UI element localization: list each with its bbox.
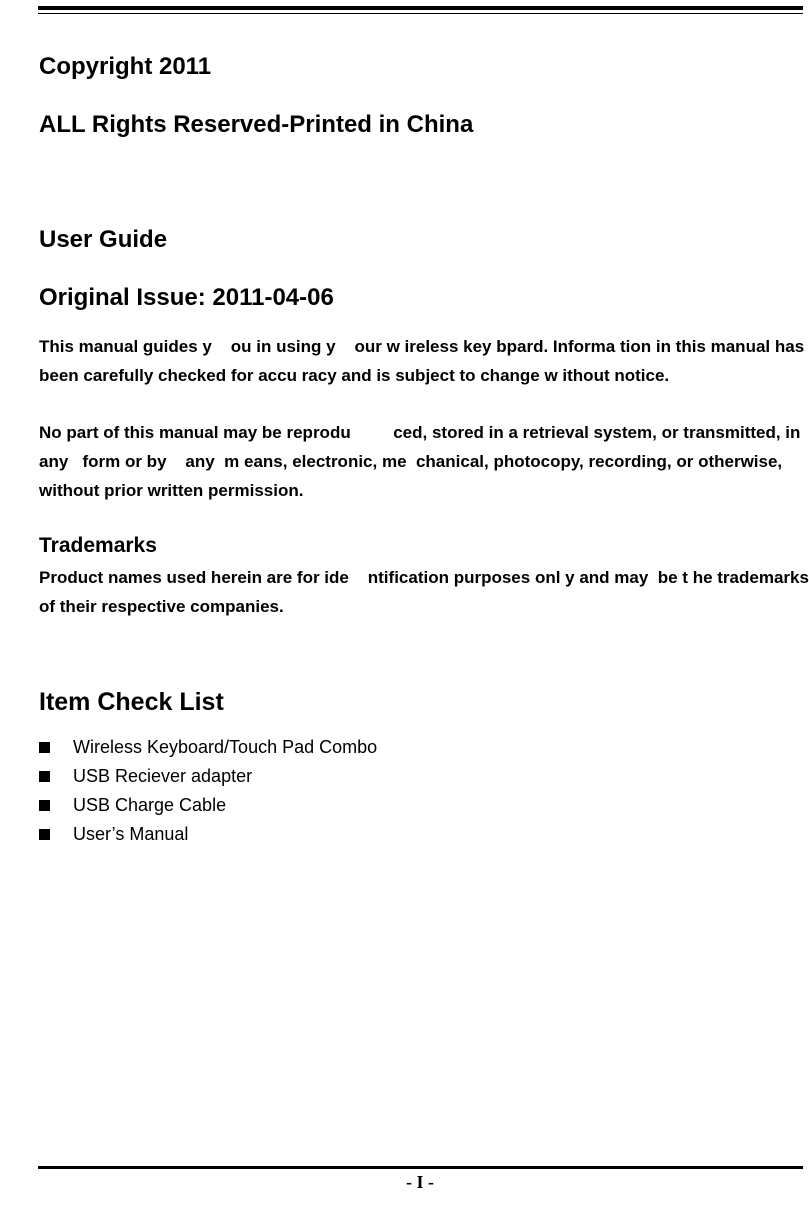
list-item [39,820,377,849]
list-item [39,791,377,820]
rights-heading: ALL Rights Reserved-Printed in China [39,111,474,138]
user-guide-title: User Guide [39,226,168,253]
top-rule-thin [38,13,803,14]
list-item-label: User’s Manual [73,824,189,844]
trademarks-paragraph: Product names used herein are for ide ntification purposes onl y and may be t he trademarks of their respective companies. [39,568,809,616]
bottom-rule [38,1166,803,1169]
list-item-label: Wireless Keyboard/Touch Pad Combo [73,737,378,757]
list-item-label: USB Reciever adapter [73,766,253,786]
square-bullet-icon [39,742,50,753]
square-bullet-icon [39,829,50,840]
square-bullet-icon [39,800,50,811]
reproduction-notice-paragraph: No part of this manual may be reprodu ced, stored in a retrieval system, or transmitted, in any form or by any m eans, electronic, me chanical, photocopy, recording, or otherwise, without prior written permission. [39,423,806,500]
square-bullet-icon [39,771,50,782]
trademarks-heading: Trademarks [39,534,157,557]
list-item [39,762,377,791]
item-check-list-heading: Item Check List [39,688,224,716]
original-issue-heading: Original Issue: 2011-04-06 [39,284,334,311]
manual-intro-paragraph: This manual guides y ou in using y our w ireless key bpard. Informa tion in this manual has been carefully checked for accu racy and is subject to change w ithout notice. [39,337,809,385]
list-item [39,733,377,762]
item-check-list [39,733,377,849]
page-number: - I - [406,1172,434,1192]
list-item-label: USB Charge Cable [73,795,227,815]
top-rule-thick [38,6,803,10]
copyright-heading: Copyright 2011 [39,53,212,80]
